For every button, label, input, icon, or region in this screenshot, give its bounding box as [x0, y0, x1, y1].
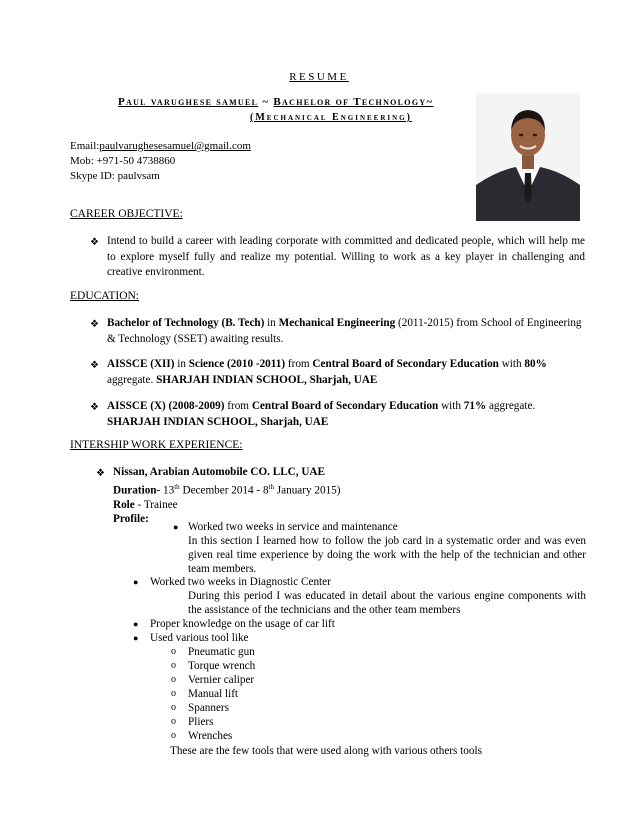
- profile-point-description: In this section I learned how to follow the job card in a systematic order and was even given real time experience by doing the work with the help of the technician and other team members.: [188, 535, 586, 575]
- tool-item: [171, 659, 588, 673]
- diamond-bullet-icon: ❖: [90, 319, 99, 330]
- bullet-dot-icon: ●: [133, 577, 139, 587]
- tool-item: [171, 715, 588, 729]
- company-name: Nissan, Arabian Automobile CO. LLC, UAE: [113, 466, 325, 478]
- name-separator: ~: [258, 96, 274, 108]
- tool-name: Pliers: [188, 716, 214, 728]
- text-fragment: - 13: [156, 484, 175, 497]
- diamond-bullet-icon: ❖: [90, 360, 99, 371]
- education-item: [90, 399, 585, 430]
- bullet-dot-icon: ●: [133, 633, 139, 643]
- degree-field: Mechanical Engineering: [278, 317, 396, 329]
- degree-specialization: [250, 112, 440, 123]
- profile-point: [133, 631, 586, 645]
- role-label: Role: [113, 498, 135, 511]
- tool-item: [171, 687, 588, 701]
- profile-point-title: Worked two weeks in Diagnostic Center: [150, 576, 331, 588]
- tool-name: Manual lift: [188, 688, 239, 700]
- career-objective-heading: CAREER OBJECTIVE:: [70, 208, 183, 220]
- internship-item: [96, 465, 586, 527]
- degree-name: Bachelor of Technology (B. Tech): [107, 317, 265, 329]
- duration-label: Duration: [113, 484, 157, 497]
- email-line: [70, 139, 251, 154]
- education-heading: EDUCATION:: [70, 290, 139, 302]
- diamond-bullet-icon: ❖: [96, 468, 105, 479]
- tool-item: [171, 645, 588, 659]
- mobile-line: Mob: +971-50 4738860: [70, 155, 176, 167]
- diamond-bullet-icon: ❖: [90, 237, 99, 248]
- tools-note: These are the few tools that were used along with various others tools: [170, 745, 482, 757]
- profile-point: [133, 617, 586, 631]
- text-fragment: in: [264, 317, 279, 329]
- school-name: SHARJAH INDIAN SCHOOL, Sharjah, UAE: [107, 415, 329, 428]
- text-fragment: from: [285, 358, 313, 370]
- profile-point: [133, 575, 586, 617]
- bullet-dot-icon: ●: [173, 522, 179, 532]
- degree-title: Bachelor of Technology: [273, 96, 427, 108]
- tool-name: Spanners: [188, 702, 230, 714]
- board-name: Central Board of Secondary Education: [251, 400, 439, 412]
- candidate-name: Paul varughese samuel: [118, 96, 259, 108]
- education-item: [90, 357, 585, 388]
- email-link[interactable]: paulvarughesesamuel@gmail.com: [99, 140, 251, 152]
- qualification-name: AISSCE (XII): [107, 358, 175, 370]
- tool-item: [171, 701, 588, 715]
- email-label: Email:: [70, 140, 100, 152]
- internship-heading: INTERSHIP WORK EXPERIENCE:: [70, 439, 243, 451]
- role-line: [113, 498, 586, 513]
- resume-title: RESUME: [289, 71, 349, 83]
- career-objective-text: Intend to build a career with leading corporate with committed and dedicated people, which will help me to explore myself fully and realize my potential. Willing to work as a key player in challenging and creative environment.: [107, 235, 585, 278]
- text-fragment: aggregate.: [107, 373, 157, 386]
- text-fragment: with: [438, 400, 464, 412]
- tool-name: Torque wrench: [188, 660, 256, 672]
- profile-point-title: Worked two weeks in service and maintenance: [188, 521, 398, 533]
- circle-bullet-icon: o: [171, 674, 176, 685]
- circle-bullet-icon: o: [171, 646, 176, 657]
- profile-label: Profile:: [113, 513, 149, 526]
- role-value: - Trainee: [134, 498, 178, 511]
- text-fragment: in: [174, 358, 189, 370]
- text-fragment: with: [498, 358, 525, 370]
- text-fragment: January 2015): [274, 484, 341, 497]
- circle-bullet-icon: o: [171, 688, 176, 699]
- profile-point-title: Proper knowledge on the usage of car lift: [150, 618, 335, 630]
- circle-bullet-icon: o: [171, 660, 176, 671]
- education-item: [90, 316, 585, 347]
- circle-bullet-icon: o: [171, 702, 176, 713]
- tool-name: Pneumatic gun: [188, 646, 255, 658]
- ordinal-suffix: th: [268, 482, 274, 491]
- school-name: SHARJAH INDIAN SCHOOL, Sharjah, UAE: [156, 373, 378, 386]
- education-item-text: [107, 316, 585, 347]
- tool-name: Vernier caliper: [188, 674, 255, 686]
- profile-point-description: During this period I was educated in detail about the various engine components with the assistance of the technicians and the other team members: [188, 590, 586, 616]
- text-fragment: December 2014 - 8: [179, 484, 269, 497]
- name-heading: [118, 96, 433, 108]
- tool-name: Wrenches: [188, 730, 233, 742]
- score: 80%: [524, 358, 547, 370]
- profile-photo: [476, 93, 580, 221]
- tool-item: [171, 673, 588, 687]
- contact-block: [70, 139, 251, 184]
- tool-item: [171, 729, 588, 743]
- internship-details: [113, 465, 586, 527]
- degree-specialization-text: (Mechanical Engineering): [250, 112, 412, 123]
- circle-bullet-icon: o: [171, 730, 176, 741]
- text-fragment: aggregate.: [486, 400, 536, 412]
- score: 71%: [463, 400, 487, 412]
- career-objective-item: [90, 234, 585, 281]
- board-name: Central Board of Secondary Education: [312, 358, 499, 370]
- circle-bullet-icon: o: [171, 716, 176, 727]
- text-fragment: (2011-2015) from School of Engineering & Technology (SSET) awaiting results.: [107, 317, 582, 345]
- text-fragment: from: [224, 400, 252, 412]
- profile-point: [173, 520, 586, 576]
- skype-line: Skype ID: paulvsam: [70, 170, 160, 182]
- diamond-bullet-icon: ❖: [90, 402, 99, 413]
- ordinal-suffix: th: [174, 482, 180, 491]
- tools-list: [171, 645, 588, 743]
- duration-line: [113, 480, 586, 498]
- degree-tilde: ~: [426, 96, 434, 108]
- education-item-text: [107, 357, 585, 388]
- qualification-name: AISSCE (X) (2008-2009): [107, 400, 225, 412]
- bullet-dot-icon: ●: [133, 619, 139, 629]
- profile-point-title: Used various tool like: [150, 632, 249, 644]
- education-item-text: [107, 399, 585, 430]
- qualification-stream: Science (2010 -2011): [188, 358, 286, 370]
